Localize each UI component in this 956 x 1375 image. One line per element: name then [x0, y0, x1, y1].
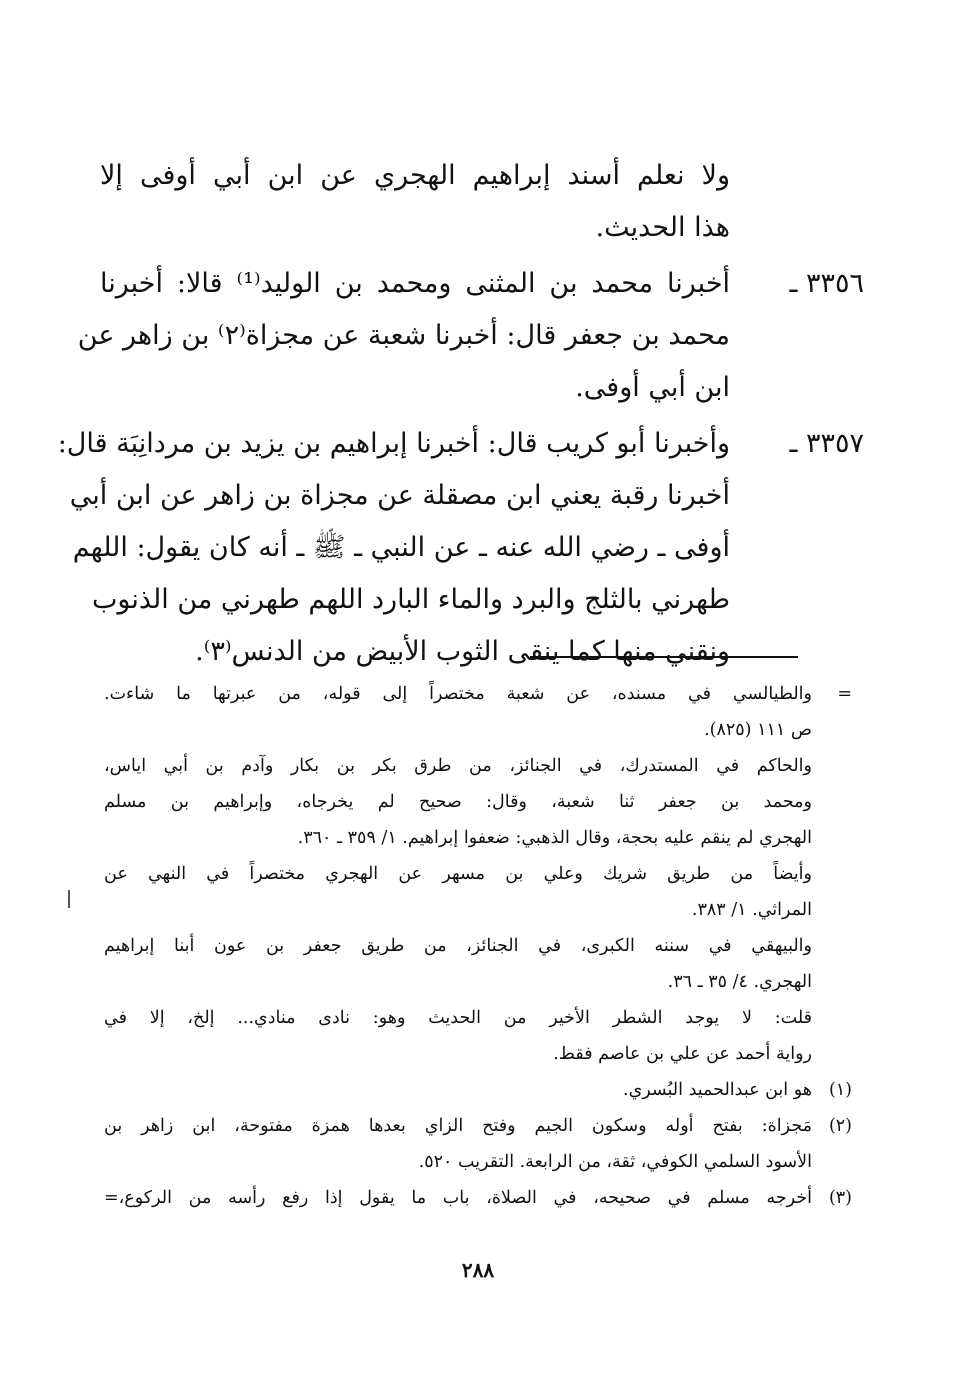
note-line: الهجري. ٤/ ٣٥ ـ ٣٦. — [667, 972, 812, 992]
note-line: مَجزاة: بفتح أوله وسكون الجيم وفتح الزاي بعدها همزة مفتوحة، ابن زاهر بن — [104, 1116, 812, 1136]
text-line: هذا الحديث. — [595, 212, 730, 243]
footnote-number: (١) — [828, 1080, 852, 1100]
continuation-note — [104, 676, 852, 748]
text-line: أوفى ـ رضي الله عنه ـ عن النبي ـ ﷺ ـ أنه كان يقول: اللهم — [72, 532, 730, 563]
note-line: رواية أحمد عن علي بن عاصم فقط. — [553, 1044, 812, 1064]
footnote-number: (٣) — [828, 1188, 852, 1208]
continuation-mark: = — [837, 684, 852, 704]
footnotes — [104, 676, 852, 1216]
hadith-3357 — [57, 418, 864, 678]
note-hakim — [104, 748, 852, 856]
main-text — [57, 150, 864, 682]
text-line: أخبرنا محمد بن المثنى ومحمد بن الوليد⁽¹⁾ قالا: أخبرنا — [100, 268, 731, 299]
note-line: وأيضاً من طريق شريك وعلي بن مسهر عن الهجري مختصراً في النهي عن — [104, 864, 812, 884]
footnote-2 — [104, 1108, 852, 1180]
note-line: والبيهقي في سننه الكبرى، في الجنائز، من طريق جعفر بن عون أبنا إبراهيم — [104, 936, 812, 956]
footnote-separator — [530, 656, 798, 658]
hadith-number: ٣٣٥٧ ـ — [789, 428, 864, 459]
note-aydan — [104, 856, 852, 928]
note-line: ومحمد بن جعفر ثنا شعبة، وقال: صحيح لم يخرجاه، وإبراهيم بن مسلم — [104, 792, 812, 812]
note-line: هو ابن عبدالحميد البُسري. — [623, 1080, 812, 1100]
footnote-3 — [104, 1180, 852, 1216]
text-line: أخبرنا رقبة يعني ابن مصقلة عن مجزاة بن زاهر عن ابن أبي — [69, 480, 730, 511]
text-line: محمد بن جعفر قال: أخبرنا شعبة عن مجزاة⁽٢⁾ بن زاهر عن — [77, 320, 730, 351]
footnote-1 — [104, 1072, 852, 1108]
note-qultu — [104, 1000, 852, 1072]
note-line: قلت: لا يوجد الشطر الأخير من الحديث وهو: نادى منادي... إلخ، إلا في — [104, 1008, 812, 1028]
note-bayhaqi — [104, 928, 852, 1000]
page-number: ٢٨٨ — [461, 1258, 495, 1282]
text-line: وأخبرنا أبو كريب قال: أخبرنا إبراهيم بن يزيد بن مردانِبَة قال: — [57, 428, 730, 459]
hadith-3356 — [77, 258, 864, 414]
note-line: والطيالسي في مسنده، عن شعبة مختصراً إلى قوله، من عبرتها ما شاءت. — [104, 684, 812, 704]
note-line: المراثي. ١/ ٣٨٣. — [691, 900, 812, 920]
note-line: الأسود السلمي الكوفي، ثقة، من الرابعة. التقريب ٥٢٠. — [418, 1152, 812, 1172]
note-line: أخرجه مسلم في صحيحه، في الصلاة، باب ما يقول إذا رفع رأسه من الركوع،= — [104, 1188, 812, 1208]
footnote-number: (٢) — [828, 1116, 852, 1136]
text-line: ولا نعلم أسند إبراهيم الهجري عن ابن أبي أوفى إلا — [100, 160, 730, 191]
note-line: والحاكم في المستدرك، في الجنائز، من طرق بكر بن بكار وآدم بن أبي اياس، — [104, 756, 812, 776]
text-line: طهرني بالثلج والبرد والماء البارد اللهم طهرني من الذنوب — [91, 584, 730, 615]
note-line: ص ١١١ (٨٢٥). — [704, 720, 812, 740]
text-line: ابن أبي أوفى. — [575, 372, 730, 403]
note-line: الهجري لم ينقم عليه بحجة، وقال الذهبي: ضعفوا إبراهيم. ١/ ٣٥٩ ـ ٣٦٠. — [297, 828, 812, 848]
margin-mark — [68, 890, 70, 908]
intro-paragraph — [100, 150, 856, 254]
hadith-number: ٣٣٥٦ ـ — [789, 268, 864, 299]
text-line: ونقني منها كما ينقى الثوب الأبيض من الدنس⁽٣⁾. — [195, 636, 730, 667]
